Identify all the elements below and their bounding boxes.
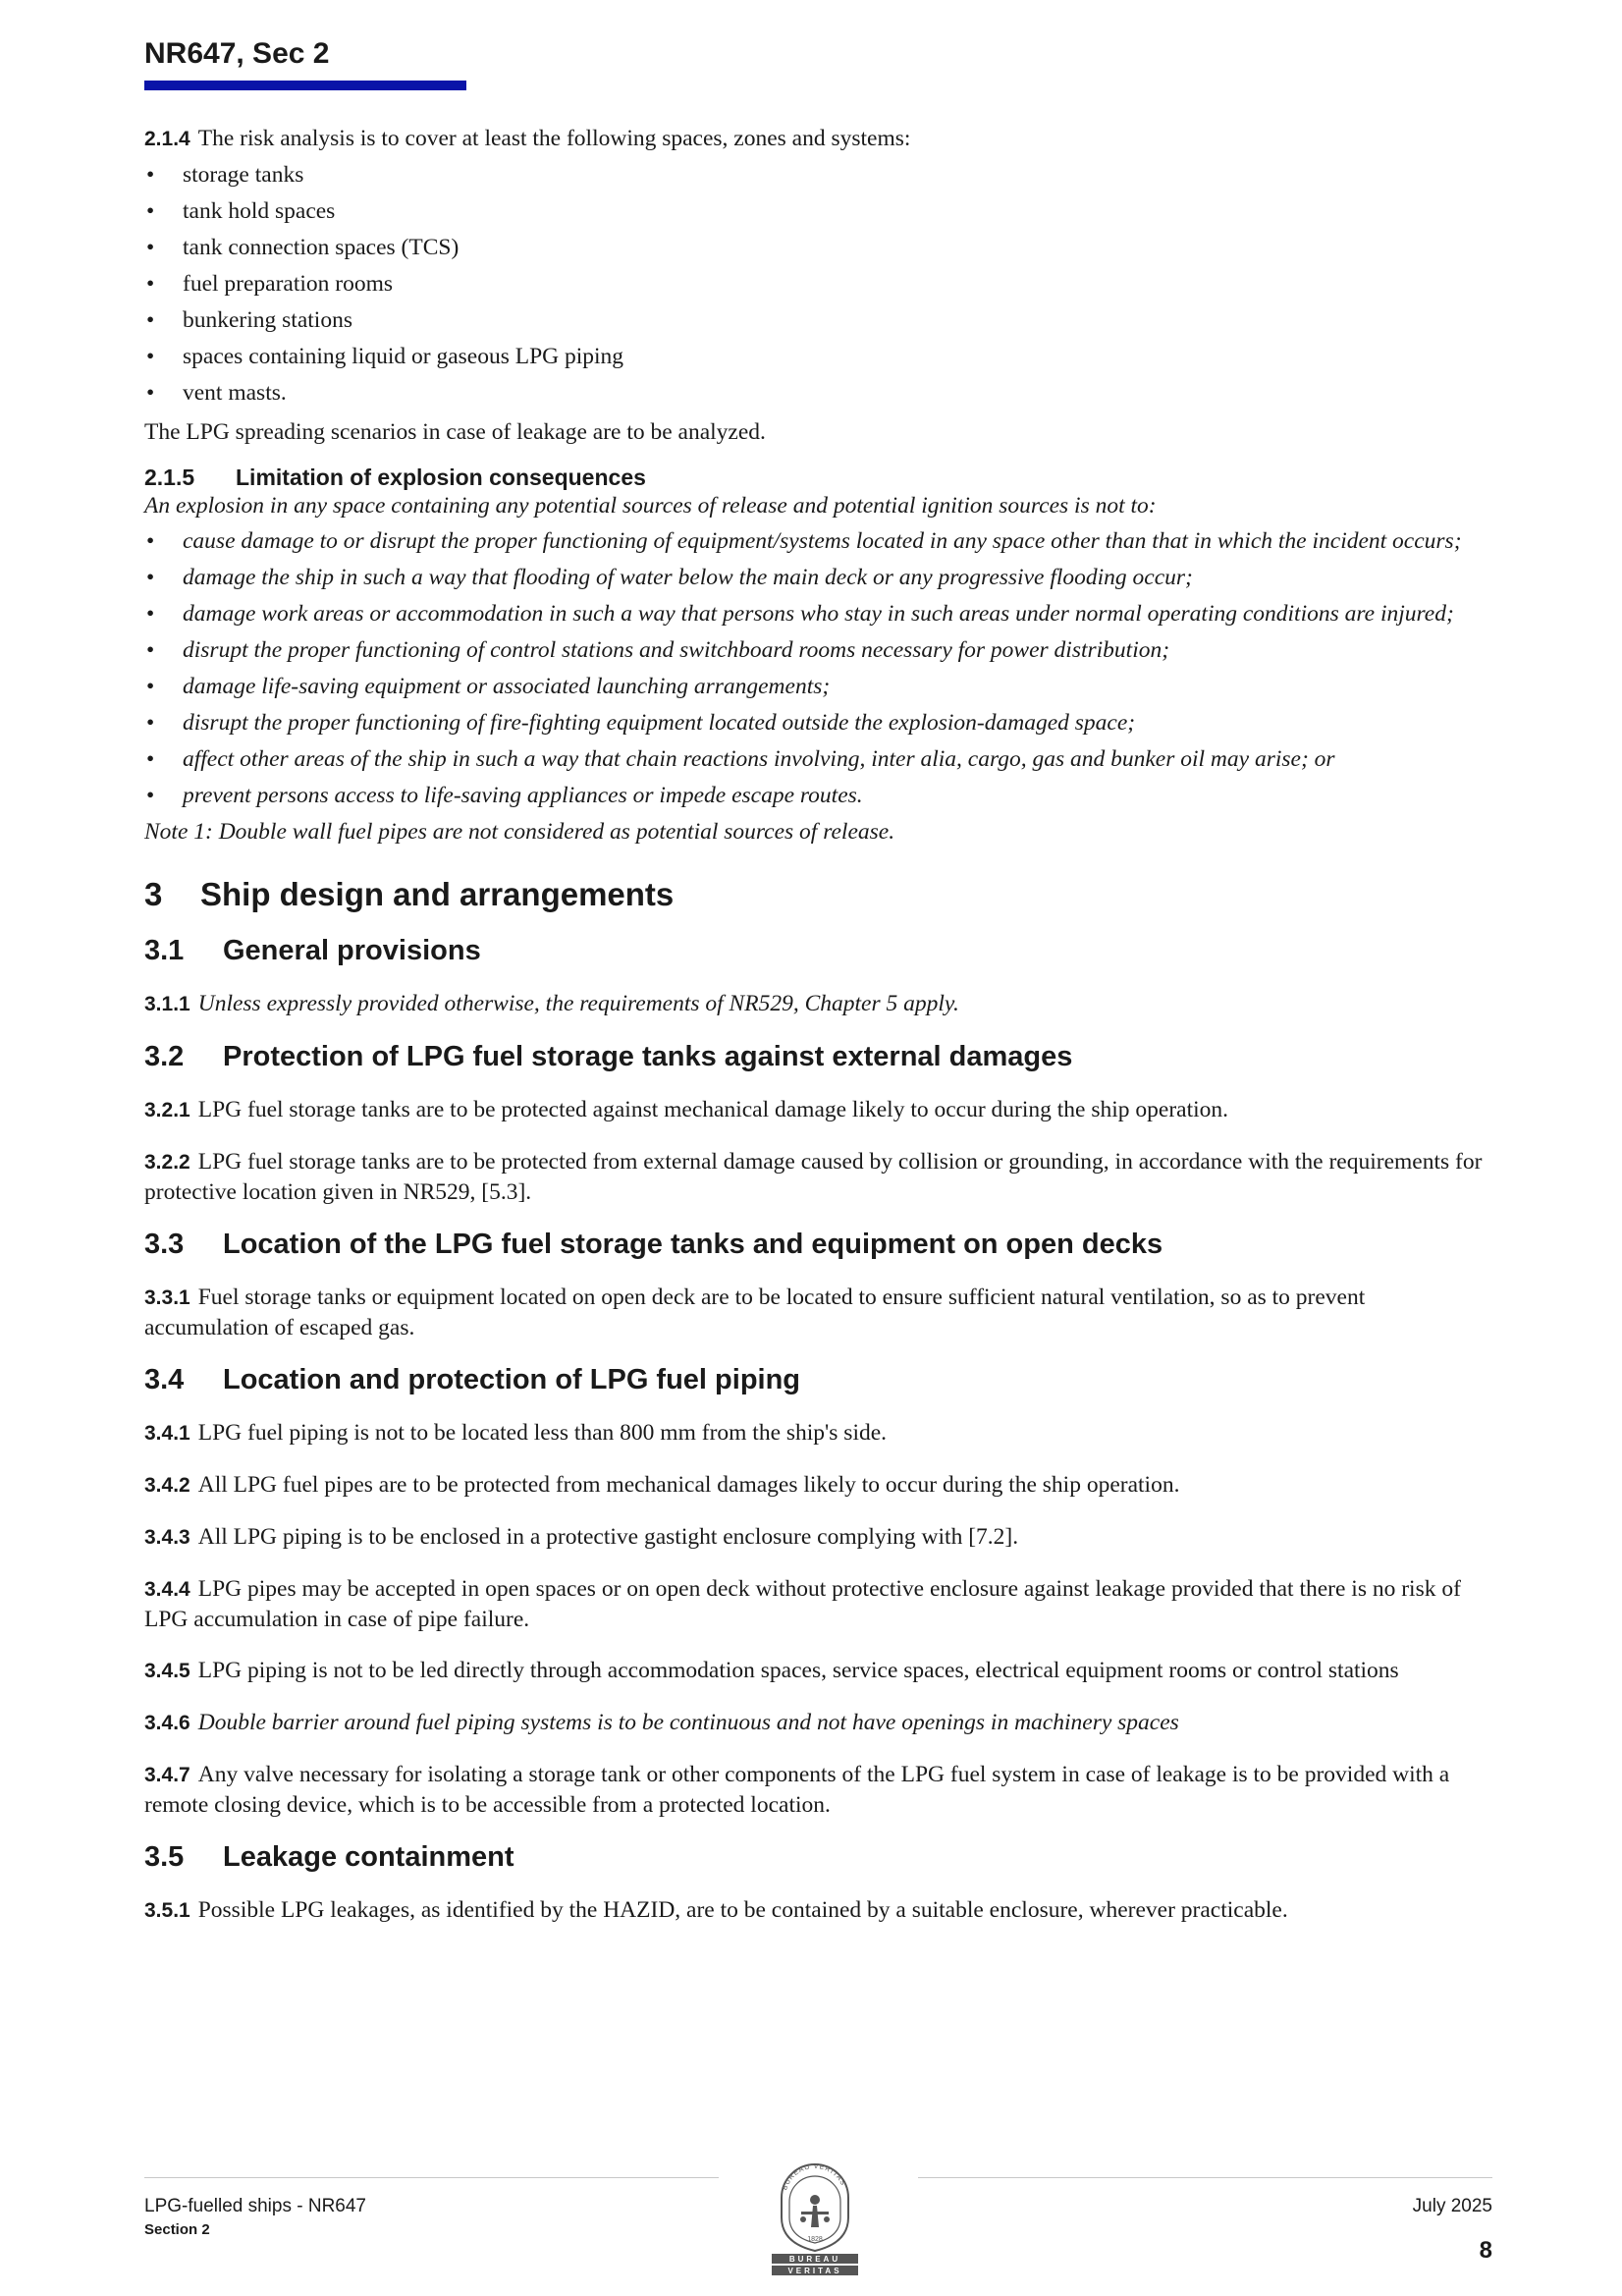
para-3-4-4: 3.4.4 LPG pipes may be accepted in open spaces or on open deck without protective enclosure against leakage provided that there is no risk of LPG accumulation in case of pipe failure.	[144, 1576, 1461, 1632]
bureau-veritas-logo	[764, 2149, 866, 2276]
list-item: • bunkering stations	[146, 307, 352, 333]
footer-divider-right	[918, 2177, 1492, 2178]
list-item: • storage tanks	[146, 162, 304, 188]
para-3-1-1: 3.1.1 Unless expressly provided otherwise, the requirements of NR529, Chapter 5 apply.	[144, 991, 959, 1016]
list-item: • damage work areas or accommodation in such a way that persons who stay in such areas under normal operating conditions are injured;	[146, 601, 1454, 627]
para-3-4-1: 3.4.1 LPG fuel piping is not to be located less than 800 mm from the ship's side.	[144, 1420, 888, 1446]
svg-text:BUREAU VERITAS: BUREAU VERITAS	[782, 2162, 847, 2192]
list-item: • fuel preparation rooms	[146, 271, 394, 297]
para-2-1-4: 2.1.4 The risk analysis is to cover at least the following spaces, zones and systems:	[144, 126, 911, 151]
para-3-4-2: 3.4.2 All LPG fuel pipes are to be protected from mechanical damages likely to occur during the ship operation.	[144, 1472, 1180, 1498]
list-item: • affect other areas of the ship in such a way that chain reactions involving, inter alia, cargo, gas and bunker oil may arise; or	[146, 746, 1335, 772]
list-item: • disrupt the proper functioning of control stations and switchboard rooms necessary for power distribution;	[146, 637, 1170, 663]
header-rule	[144, 81, 466, 90]
list-item: • damage life-saving equipment or associated launching arrangements;	[146, 674, 831, 699]
para-3-3-1: 3.3.1 Fuel storage tanks or equipment located on open deck are to be located to ensure sufficient natural ventilation, so as to prevent accumulation of escaped gas.	[144, 1285, 1366, 1340]
list-item: • vent masts.	[146, 380, 287, 406]
para-3-2-1: 3.2.1 LPG fuel storage tanks are to be protected against mechanical damage likely to occur during the ship operation.	[144, 1097, 1229, 1122]
section-heading-3-1: 3.1 General provisions	[144, 935, 481, 966]
section-heading-3-4: 3.4 Location and protection of LPG fuel piping	[144, 1364, 801, 1395]
para-3-4-3: 3.4.3 All LPG piping is to be enclosed in a protective gastight enclosure complying with [7.2].	[144, 1524, 1019, 1550]
para-2-1-5-intro: An explosion in any space containing any potential sources of release and potential ignition sources is not to:	[144, 493, 1157, 519]
section-heading-3: 3 Ship design and arrangements	[144, 876, 675, 912]
svg-text:1828: 1828	[807, 2236, 823, 2243]
page-content	[144, 124, 1491, 1947]
list-item: • damage the ship in such a way that flooding of water below the main deck or any progressive flooding occur;	[146, 565, 1193, 590]
para-3-4-5: 3.4.5 LPG piping is not to be led directly through accommodation spaces, service spaces, electrical equipment rooms or control stations	[144, 1658, 1399, 1683]
para-3-5-1: 3.5.1 Possible LPG leakages, as identified by the HAZID, are to be contained by a suitable enclosure, wherever practicable.	[144, 1897, 1288, 1923]
footer-page-number: 8	[1479, 2237, 1492, 2264]
list-2-1-5	[144, 526, 1491, 810]
list-item: • tank connection spaces (TCS)	[146, 235, 460, 260]
list-2-1-4	[144, 160, 1491, 408]
list-item: • disrupt the proper functioning of fire-fighting equipment located outside the explosion-damaged space;	[146, 710, 1136, 736]
svg-text:VERITAS: VERITAS	[787, 2267, 842, 2275]
footer-section-label: Section 2	[144, 2221, 210, 2238]
list-item: • cause damage to or disrupt the proper functioning of equipment/systems located in any space other than that in which the incident occurs;	[146, 528, 1462, 554]
section-heading-3-5: 3.5 Leakage containment	[144, 1841, 514, 1873]
note-2-1-5: Note 1: Double wall fuel pipes are not considered as potential sources of release.	[144, 819, 895, 845]
para-3-2-2: 3.2.2 LPG fuel storage tanks are to be protected from external damage caused by collision or grounding, in accordance with the requirements for protective location given in NR529, [5.3].	[144, 1149, 1483, 1205]
section-heading-3-3: 3.3 Location of the LPG fuel storage tanks and equipment on open decks	[144, 1229, 1163, 1260]
section-heading-3-2: 3.2 Protection of LPG fuel storage tanks against external damages	[144, 1041, 1073, 1072]
para-3-4-6: 3.4.6 Double barrier around fuel piping systems is to be continuous and not have openings in machinery spaces	[144, 1710, 1179, 1735]
page-header-title: NR647, Sec 2	[144, 37, 330, 70]
list-item: • spaces containing liquid or gaseous LPG piping	[146, 344, 624, 369]
svg-text:BUREAU: BUREAU	[788, 2255, 841, 2264]
para-3-4-7: 3.4.7 Any valve necessary for isolating a storage tank or other components of the LPG fuel system in case of leakage is to be provided with a remote closing device, which is to be accessible from a protected location.	[144, 1762, 1450, 1818]
footer-document-title: LPG-fuelled ships - NR647	[144, 2196, 366, 2216]
para-2-1-4-closing: The LPG spreading scenarios in case of leakage are to be analyzed.	[144, 419, 766, 445]
list-item: • tank hold spaces	[146, 198, 336, 224]
footer-divider-left	[144, 2177, 719, 2178]
list-item: • prevent persons access to life-saving appliances or impede escape routes.	[146, 783, 863, 808]
footer-date: July 2025	[1412, 2196, 1492, 2216]
subheading-2-1-5: 2.1.5 Limitation of explosion consequences	[144, 465, 646, 490]
